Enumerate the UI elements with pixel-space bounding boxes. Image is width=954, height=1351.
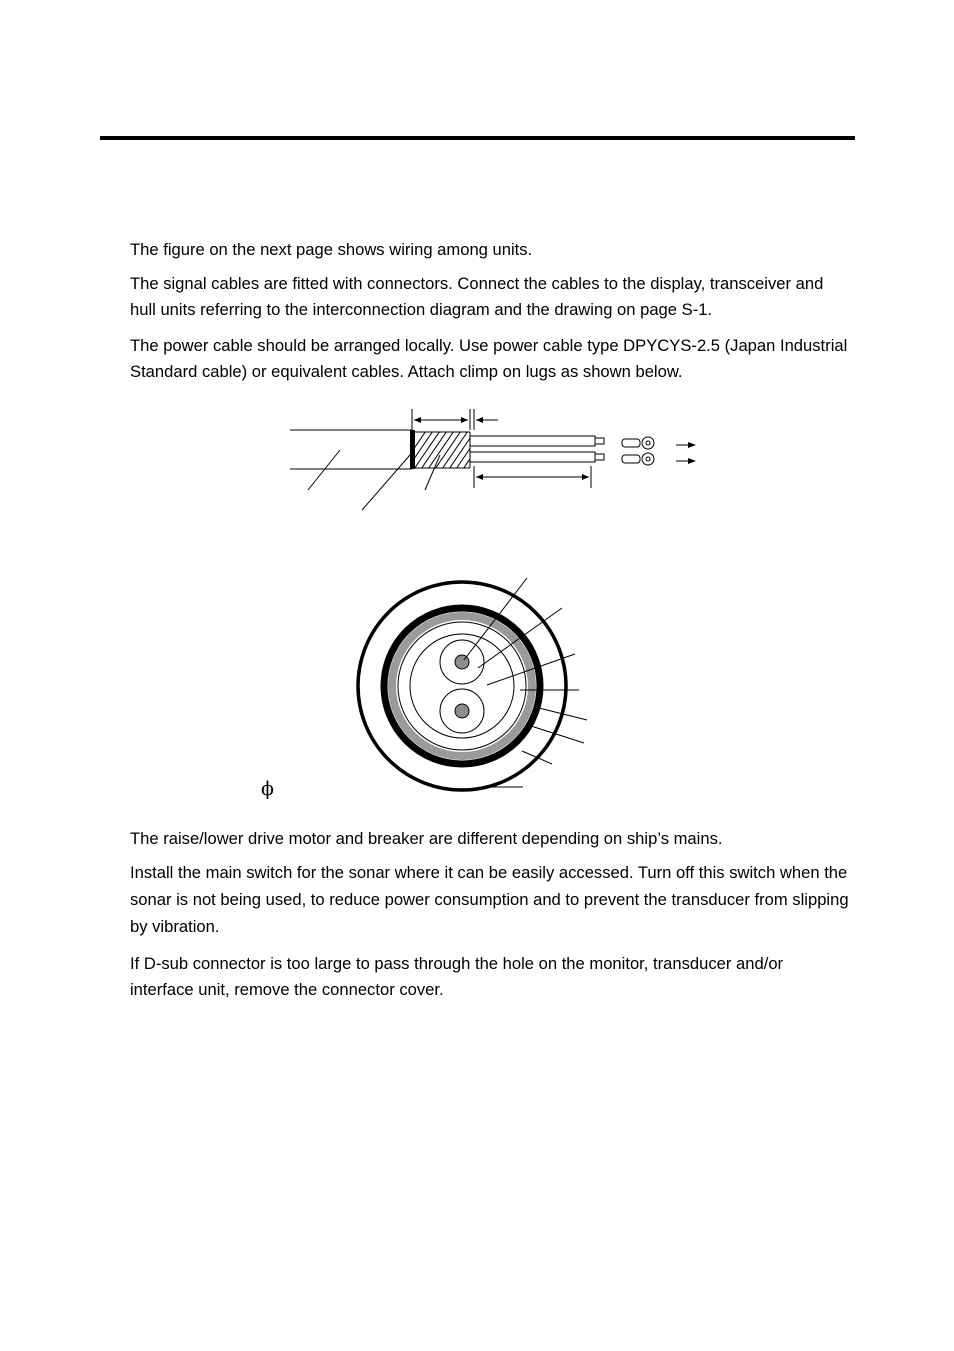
sheath-edge: [410, 430, 415, 469]
paragraph-wiring-figure: The figure on the next page shows wiring among units.: [130, 240, 533, 259]
dimension-arrowheads: [414, 417, 589, 480]
conductor-1: [455, 655, 469, 669]
paragraph-dsub-connector: If D-sub connector is too large to pass through the hole on the monitor, transducer and/or interface unit, remove the connector cover.: [130, 954, 784, 999]
arrow-icon: [688, 458, 696, 464]
conductor-2: [455, 704, 469, 718]
paragraph-signal-cables: The signal cables are fitted with connectors. Connect the cables to the display, transceiver and hull units referring to the interconnection diagram and the drawing on page S-1.: [130, 274, 824, 319]
crimp-lugs: [622, 437, 654, 465]
paragraph-main-switch: Install the main switch for the sonar where it can be easily accessed. Turn off this switch when the sonar is not being used, to reduce power consumption and to prevent the transducer from slipping by vibration.: [130, 863, 849, 936]
cable-side-view: [290, 409, 694, 510]
diameter-symbol: ϕ: [261, 778, 274, 800]
arrow-icon: [688, 442, 696, 448]
strip-dimension: [474, 466, 591, 488]
paragraph-drive-motor: The raise/lower drive motor and breaker are different depending on ship’s mains.: [130, 829, 723, 848]
cable-cross-section: [358, 582, 566, 790]
shield-dimension: [412, 409, 498, 430]
paragraph-power-cable: The power cable should be arranged locally. Use power cable type DPYCYS-2.5 (Japan Industrial Standard cable) or equivalent cables. Attach climp on lugs as shown below.: [130, 336, 848, 381]
conductors: [470, 436, 604, 462]
